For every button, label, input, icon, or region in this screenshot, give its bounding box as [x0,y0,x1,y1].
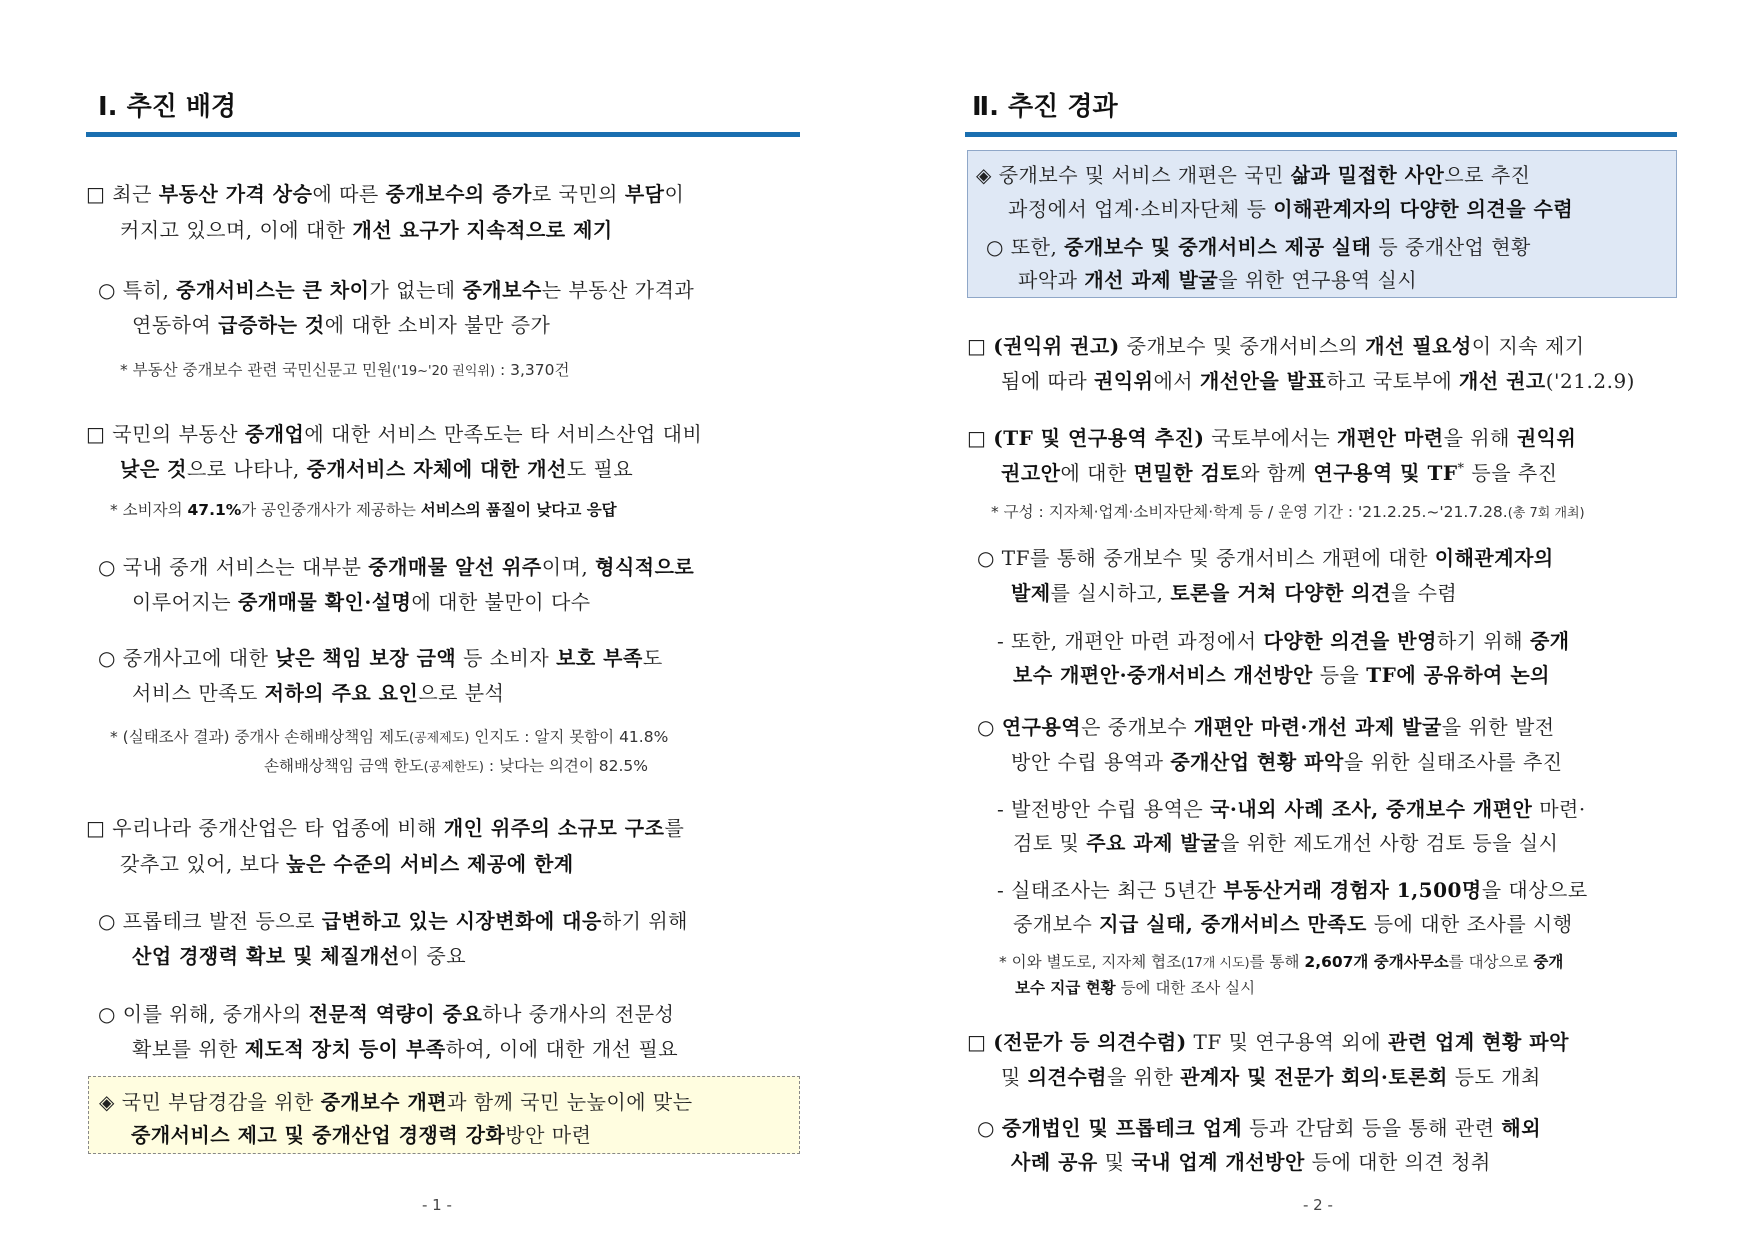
s2-dash3-line2: 중개보수 지급 실태, 중개서비스 만족도 등에 대한 조사를 시행 [1013,912,1573,936]
summary-line1: ◈ 중개보수 및 서비스 개편은 국민 삶과 밀접한 사안으로 추진 [976,163,1531,187]
summary-line3: ○ 또한, 중개보수 및 중개서비스 제공 실태 등 중개산업 현황 [986,235,1531,259]
s3-line1: □ 우리나라 중개산업은 타 업종에 비해 개인 위주의 소규모 구조를 [86,816,685,840]
summary-line1: ◈ 국민 부담경감을 위한 중개보수 개편과 함께 국민 눈높이에 맞는 [99,1090,693,1114]
page-number: - 1 - [422,1196,452,1214]
s3-line2: 갖추고 있어, 보다 높은 수준의 서비스 제공에 한계 [120,852,574,876]
s3-bullet1-line1: ○ 프롭테크 발전 등으로 급변하고 있는 시장변화에 대응하기 위해 [98,909,688,933]
s3-bullet2-line2: 확보를 위한 제도적 장치 등이 부족하여, 이에 대한 개선 필요 [132,1037,679,1061]
s2-bullet2-line1: ○ 연구용역은 중개보수 개편안 마련·개선 과제 발굴을 위한 발전 [977,715,1555,739]
summary-line2: 과정에서 업계·소비자단체 등 이해관계자의 다양한 의견을 수렴 [1008,197,1574,221]
s2-line1: □ 국민의 부동산 중개업에 대한 서비스 만족도는 타 서비스산업 대비 [86,422,703,446]
s3-bullet2-line1: ○ 이를 위해, 중개사의 전문적 역량이 중요하나 중개사의 전문성 [98,1002,675,1026]
s2-dash2-line2: 검토 및 주요 과제 발굴을 위한 제도개선 사항 검토 등을 실시 [1013,831,1559,855]
summary-box [88,1076,800,1154]
s2-bullet1-line2: 발제를 실시하고, 토론을 거쳐 다양한 의견을 수렴 [1011,581,1458,605]
s2-bullet1-line1: ○ 국내 중개 서비스는 대부분 중개매물 알선 위주이며, 형식적으로 [98,555,695,579]
summary-box [967,150,1677,298]
page-2 [877,0,1754,1240]
s3-bullet1-line2: 산업 경쟁력 확보 및 체질개선이 중요 [132,944,467,968]
s3-bullet1-line1: ○ 중개법인 및 프롭테크 업계 등과 간담회 등을 통해 관련 해외 [977,1116,1542,1140]
s1-bullet1-line2: 연동하여 급증하는 것에 대한 소비자 불만 증가 [132,313,551,337]
s3-line1: □ (전문가 등 의견수렴) TF 및 연구용역 외에 관련 업계 현황 파악 [967,1030,1569,1054]
page-number: - 2 - [1303,1196,1333,1214]
page-title: Ⅰ. 추진 배경 [98,92,237,122]
summary-line4: 파악과 개선 과제 발굴을 위한 연구용역 실시 [1018,268,1418,292]
s1-line1: □ 최근 부동산 가격 상승에 따른 중개보수의 증가로 국민의 부담이 [86,182,685,206]
s2-bullet1-line1: ○ TF를 통해 중개보수 및 중개서비스 개편에 대한 이해관계자의 [977,546,1554,570]
s2-dash1-line2: 보수 개편안·중개서비스 개선방안 등을 TF에 공유하여 논의 [1013,663,1550,687]
title-underline [965,132,1677,137]
s1-line2: 커지고 있으며, 이에 대한 개선 요구가 지속적으로 제기 [120,218,613,242]
s1-line2: 됨에 따라 권익위에서 개선안을 발표하고 국토부에 개선 권고('21.2.9) [1001,369,1635,393]
s2-note2-line1: * 이와 별도로, 지자체 협조(17개 시도)를 통해 2,607개 중개사무소를 대상으로 중개 [999,953,1564,971]
s2-line2: 권고안에 대한 면밀한 검토와 함께 연구용역 및 TF* 등을 추진 [1001,461,1558,485]
s2-bullet2-line1: ○ 중개사고에 대한 낮은 책임 보장 금액 등 소비자 보호 부족도 [98,646,663,670]
s2-bullet2-line2: 방안 수립 용역과 중개산업 현황 파악을 위한 실태조사를 추진 [1011,750,1563,774]
s2-note2-line2: 보수 지급 현황 등에 대한 조사 실시 [1015,979,1256,997]
s1-line1: □ (권익위 권고) 중개보수 및 중개서비스의 개선 필요성이 지속 제기 [967,334,1585,358]
s2-note2-line2: 손해배상책임 금액 한도(공제한도) : 낮다는 의견이 82.5% [264,757,648,775]
s1-note: * 부동산 중개보수 관련 국민신문고 민원('19~'20 권익위) : 3,370건 [120,361,570,379]
s2-line1: □ (TF 및 연구용역 추진) 국토부에서는 개편안 마련을 위해 권익위 [967,426,1577,450]
s3-bullet1-line2: 사례 공유 및 국내 업계 개선방안 등에 대한 의견 청취 [1011,1150,1491,1174]
s2-line2: 낮은 것으로 나타나, 중개서비스 자체에 대한 개선도 필요 [120,457,634,481]
s2-note: * 구성 : 지자체·업계·소비자단체·학계 등 / 운영 기간 : '21.2.25.~'21.7.28.(총 7회 개최) [991,503,1585,521]
s1-bullet1-line1: ○ 특히, 중개서비스는 큰 차이가 없는데 중개보수는 부동산 가격과 [98,278,695,302]
s2-bullet1-line2: 이루어지는 중개매물 확인·설명에 대한 불만이 다수 [132,590,591,614]
title-underline [86,132,800,137]
s2-note2-line1: * (실태조사 결과) 중개사 손해배상책임 제도(공제제도) 인지도 : 알지 못함이 41.8% [110,728,669,746]
s2-note: * 소비자의 47.1%가 공인중개사가 제공하는 서비스의 품질이 낮다고 응답 [110,501,617,519]
s2-bullet2-line2: 서비스 만족도 저하의 주요 요인으로 분석 [132,681,505,705]
s3-line2: 및 의견수렴을 위한 관계자 및 전문가 회의·토론회 등도 개최 [1001,1065,1541,1089]
page-title: Ⅱ. 추진 경과 [972,92,1118,122]
s2-dash2-line1: - 발전방안 수립 용역은 국·내외 사례 조사, 중개보수 개편안 마련· [997,797,1586,821]
s2-dash3-line1: - 실태조사는 최근 5년간 부동산거래 경험자 1,500명을 대상으로 [997,878,1588,902]
s2-dash1-line1: - 또한, 개편안 마련 과정에서 다양한 의견을 반영하기 위해 중개 [997,629,1570,653]
summary-line2: 중개서비스 제고 및 중개산업 경쟁력 강화방안 마련 [131,1123,592,1147]
